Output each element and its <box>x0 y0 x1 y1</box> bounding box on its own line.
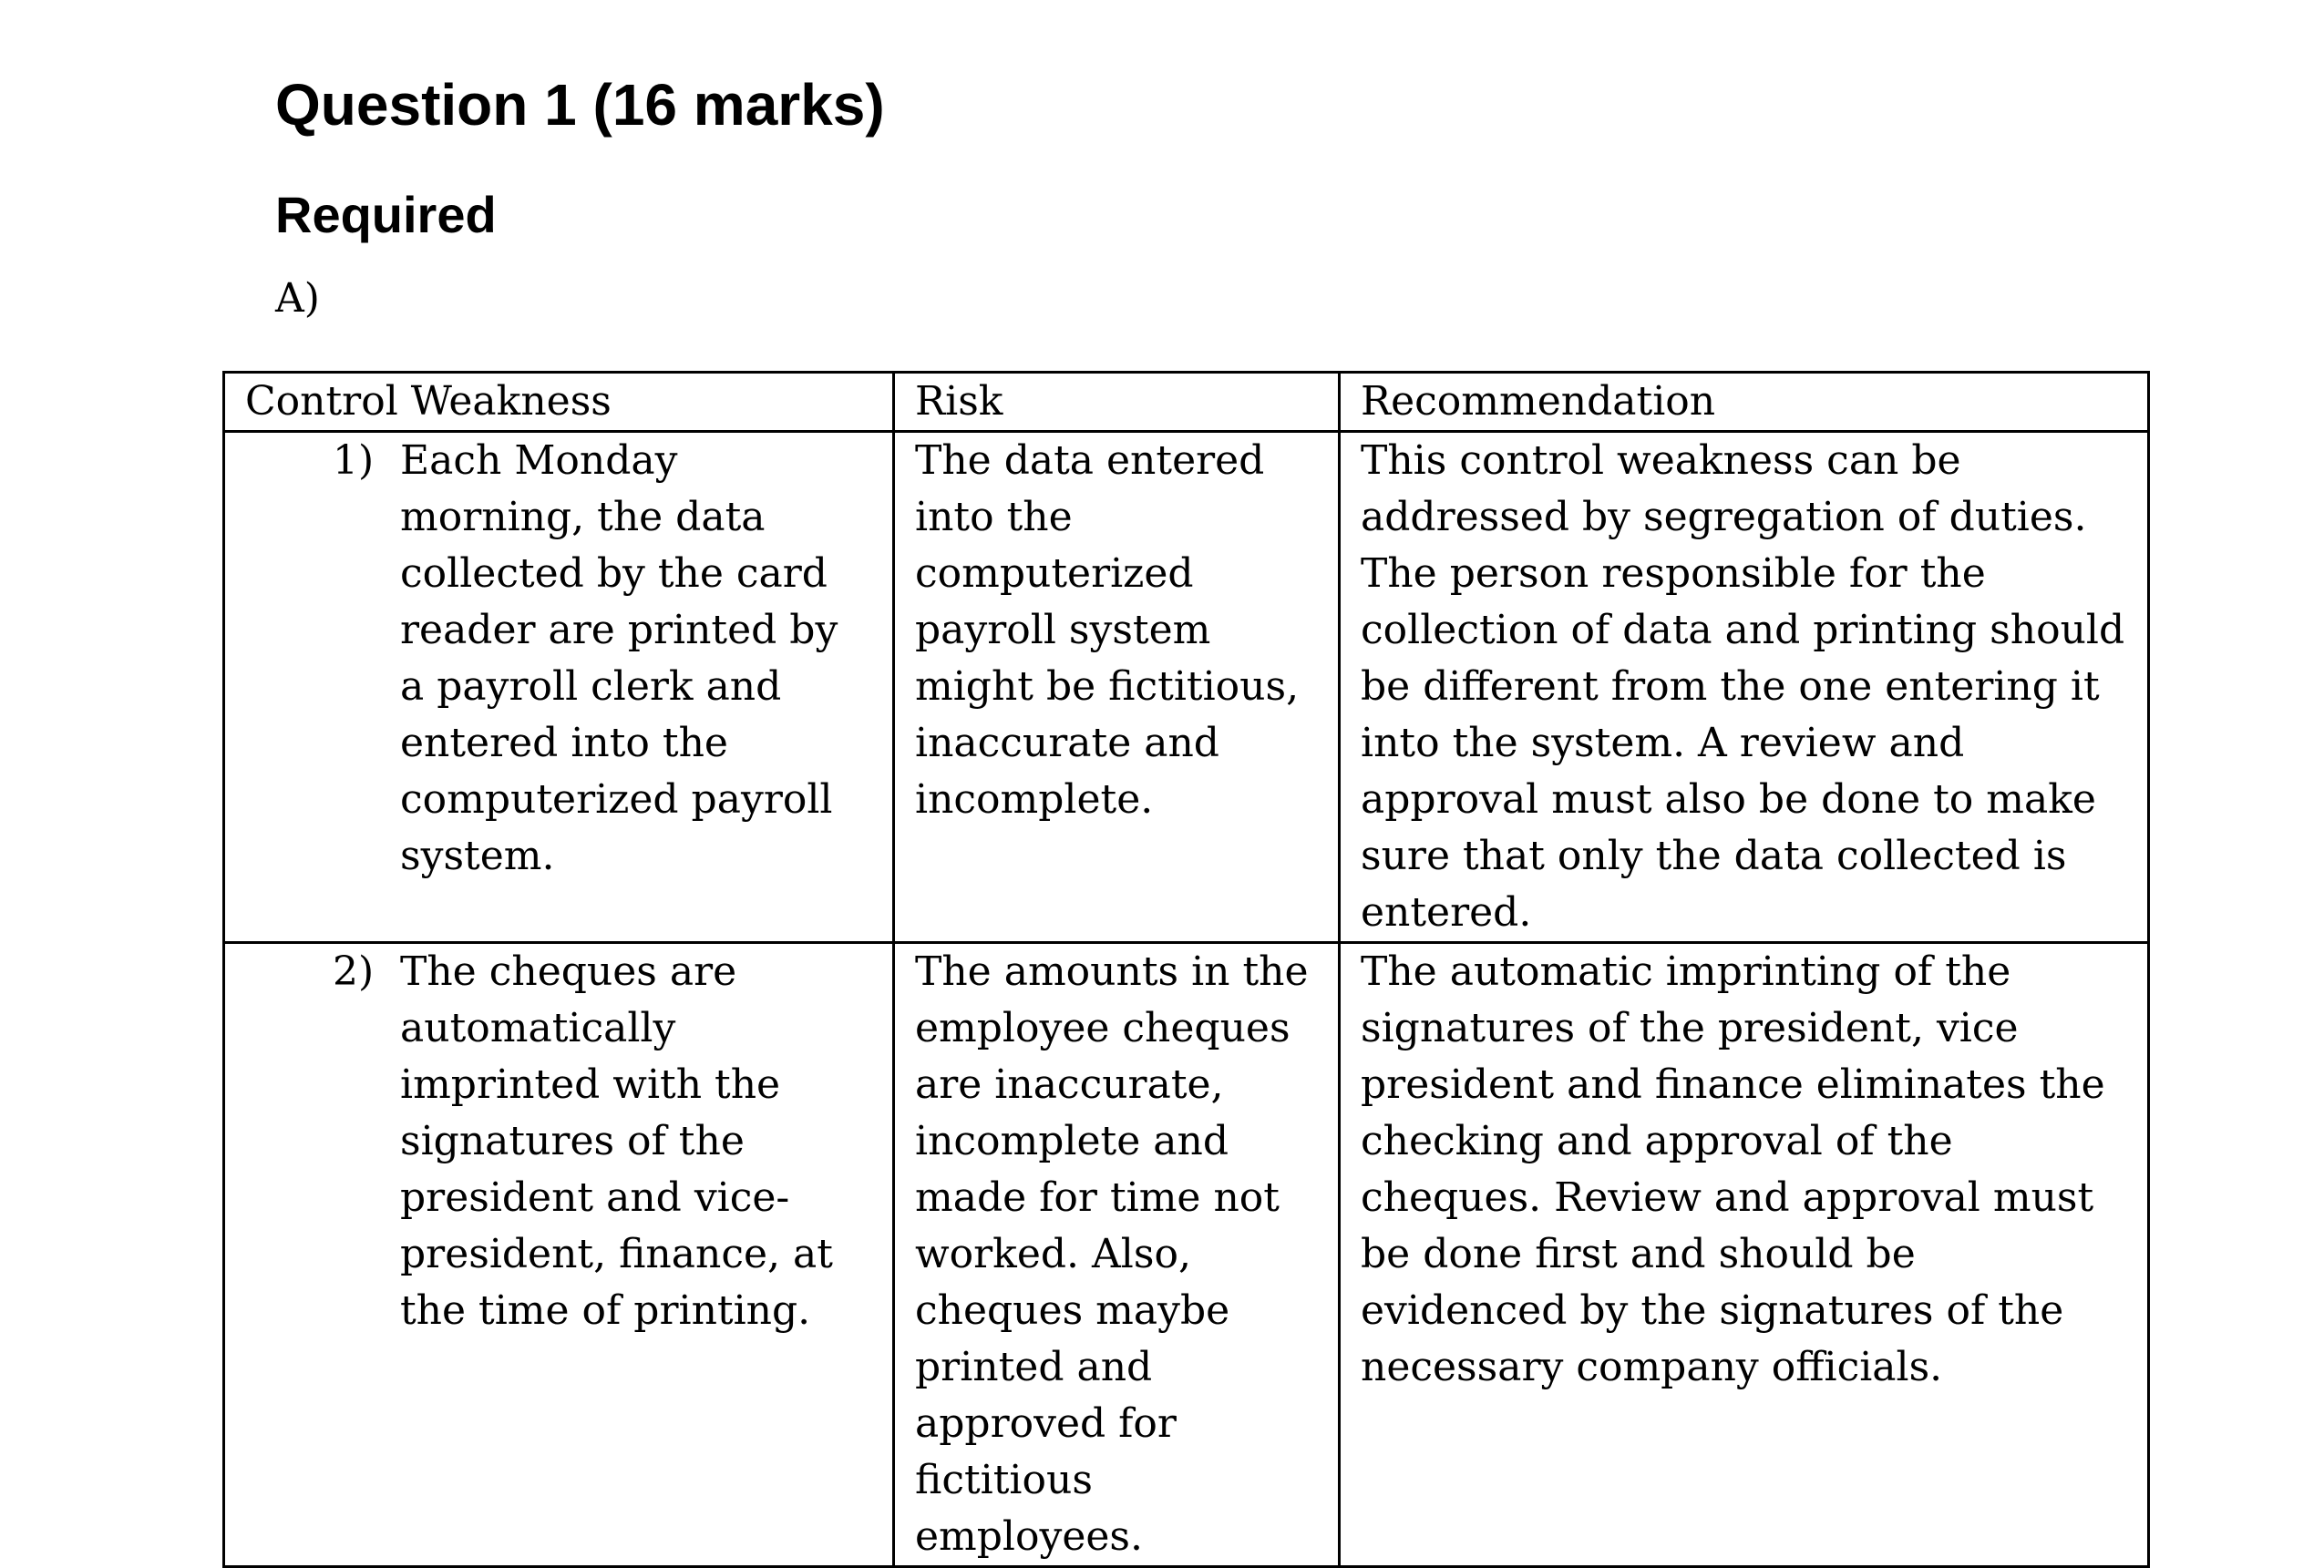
item-number: 2) <box>333 948 375 995</box>
control-weakness-table <box>222 371 2150 1568</box>
table-row <box>224 943 2149 1567</box>
header-control-weakness: Control Weakness <box>224 373 894 432</box>
risk-cell: The amounts in the employee cheques are inaccurate, incomplete and made for time not worked. Also, cheques maybe printed and approved for fictitious employees. <box>894 943 1340 1567</box>
weakness-cell <box>224 943 894 1567</box>
header-recommendation: Recommendation <box>1340 373 2149 432</box>
weakness-text: The cheques are automatically imprinted with the signatures of the president and vice-president, finance, at the time of printing. <box>400 948 833 1334</box>
table-header-row <box>224 373 2149 432</box>
weakness-cell <box>224 432 894 943</box>
recommendation-cell: This control weakness can be addressed by segregation of duties. The person responsible for the collection of data and printing should be different from the one entering it into the system. A review and approval must also be done to make sure that only the data collected is entered. <box>1340 432 2149 943</box>
header-risk: Risk <box>894 373 1340 432</box>
section-heading: Required <box>275 186 497 243</box>
recommendation-cell: The automatic imprinting of the signatures of the president, vice president and finance eliminates the checking and approval of the cheques. Review and approval must be done first and should be evidenced by the signatures of the necessary company officials. <box>1340 943 2149 1567</box>
table-row <box>224 432 2149 943</box>
question-title: Question 1 (16 marks) <box>275 72 885 138</box>
item-number: 1) <box>333 437 375 484</box>
weakness-text: Each Monday morning, the data collected by the card reader are printed by a payroll clerk and entered into the computerized payroll system. <box>400 437 838 879</box>
risk-cell: The data entered into the computerized payroll system might be fictitious, inaccurate and incomplete. <box>894 432 1340 943</box>
part-label: A) <box>275 275 320 322</box>
